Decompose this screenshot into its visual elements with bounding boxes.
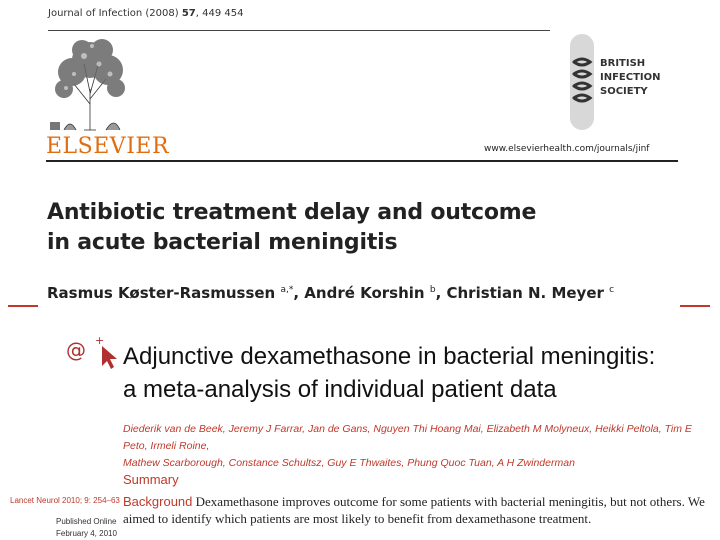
author-1: Rasmus Køster-Rasmussen [47, 284, 276, 302]
elsevier-wordmark: ELSEVIER [46, 134, 170, 159]
masthead-rule [46, 160, 678, 162]
society-name [600, 57, 661, 99]
published-date: February 4, 2010 [56, 529, 117, 538]
plus-icon: + [95, 334, 105, 347]
society-line-1: BRITISH [600, 58, 646, 69]
paper-1-authors [47, 284, 614, 302]
society-line-2: INFECTION [600, 72, 661, 83]
left-margin-dash [8, 305, 38, 307]
paper-2-authors [123, 421, 693, 472]
header-rule [48, 30, 550, 31]
journal-pages: , 449 454 [195, 8, 244, 19]
journal-ref-prefix: Journal of Infection (2008) [48, 8, 179, 19]
paper-2-title [123, 340, 655, 406]
background-label: Background [123, 494, 193, 509]
paper-2-title-line-1: Adjunctive dexamethasone in bacterial meningitis: [123, 343, 656, 370]
abstract-background [123, 493, 713, 527]
british-infection-society-logo [566, 34, 598, 130]
author-3-affiliation: c [609, 285, 615, 295]
author-2-affiliation: b [429, 285, 436, 295]
abstract-text: Dexamethasone improves outcome for some patients with bacterial meningitis, but not others. We aimed to identify which patients are most likely to benefit from dexamethasone treatment. [123, 494, 705, 526]
journal-url-link[interactable]: www.elsevierhealth.com/journals/jinf [484, 144, 650, 154]
published-label: Published Online [56, 517, 117, 526]
author-3: , Christian N. Meyer [435, 284, 604, 302]
at-sign-icon: @ [66, 338, 86, 362]
cursor-plus-icon [92, 334, 120, 370]
web-extra-badge [66, 338, 86, 362]
author-1-affiliation: a,* [280, 285, 294, 295]
author-2: , André Korshin [293, 284, 425, 302]
paper-1-title-line-2: in acute bacterial meningitis [47, 230, 398, 255]
journal-volume: 57 [181, 8, 196, 19]
paper-2-authors-line-2: Mathew Scarborough, Constance Schultsz, Guy E Thwaites, Phung Quoc Tuan, A H Zwinderman [123, 457, 575, 469]
elsevier-tree-logo [44, 34, 136, 134]
paper-1-title-line-1: Antibiotic treatment delay and outcome [47, 200, 537, 225]
lancet-citation: Lancet Neurol 2010; 9: 254–63 [10, 496, 120, 505]
summary-heading: Summary [123, 472, 179, 487]
paper-2-title-line-2: a meta-analysis of individual patient data [123, 376, 557, 403]
publication-info [56, 516, 117, 540]
journal-reference [48, 8, 243, 19]
right-margin-dash [680, 305, 710, 307]
paper-2-authors-line-1: Diederik van de Beek, Jeremy J Farrar, Jan de Gans, Nguyen Thi Hoang Mai, Elizabeth M Molyneux, Heikki Peltola, Tim E Peto, Irmeli Roine, [123, 423, 692, 452]
paper-1-title [47, 198, 536, 258]
society-line-3: SOCIETY [600, 86, 648, 97]
